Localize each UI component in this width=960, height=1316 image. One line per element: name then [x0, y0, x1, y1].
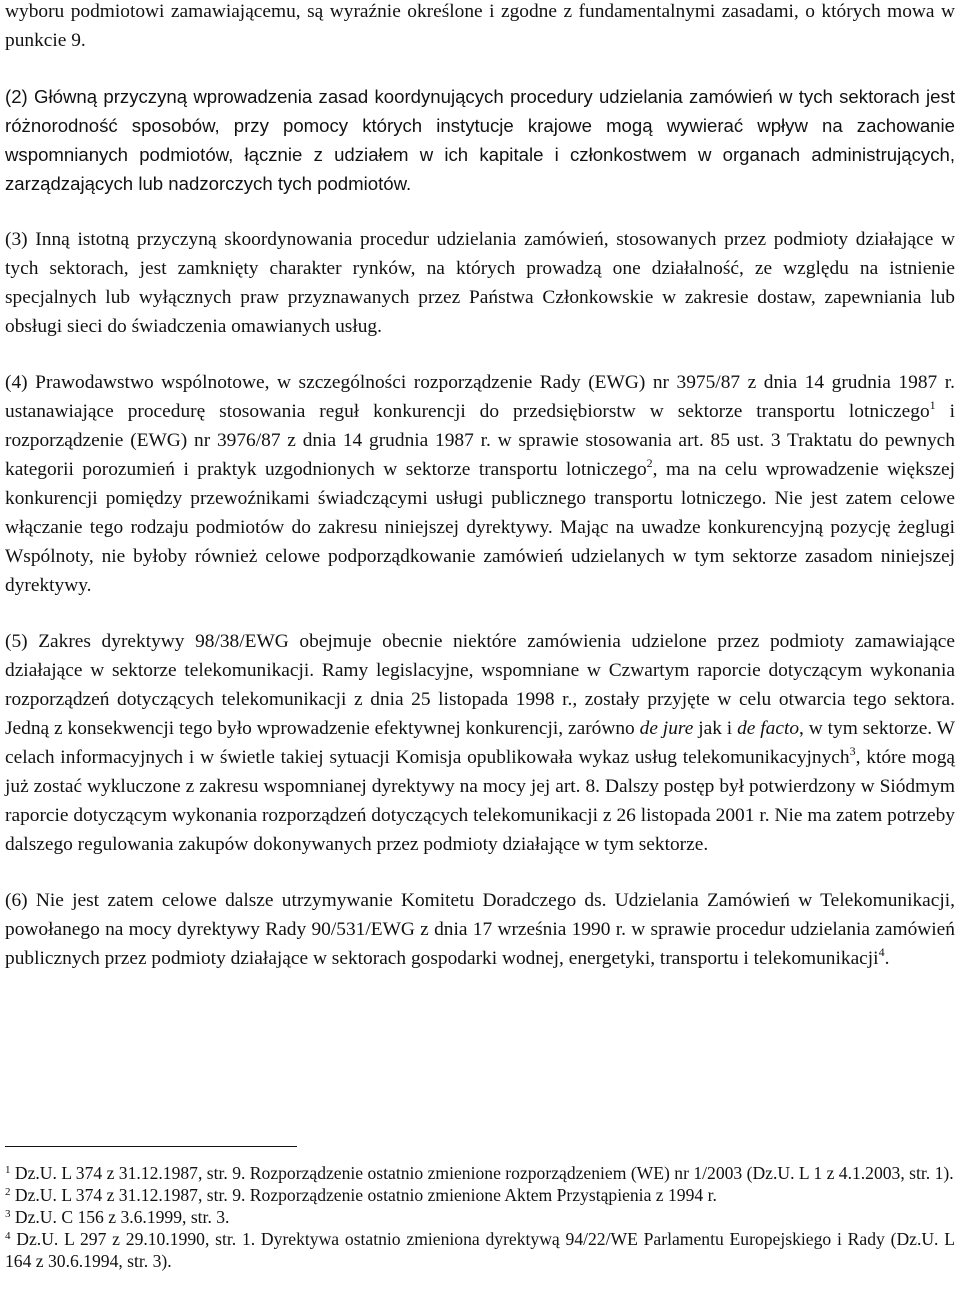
intro-paragraph [5, 0, 955, 55]
paragraph-6-text-a: (6) Nie jest zatem celowe dalsze utrzymywanie Komitetu Doradczego ds. Udzielania Zamówień w Telekomunikacji, powołanego na mocy dyrektywy Rady 90/531/EWG z dnia 17 września 1990 r. w sprawie procedur udzielania zamówień publicznych przez podmioty działające w sektorach gospodarki wodnej, energetyki, transportu i telekomunikacji [5, 890, 955, 969]
footnote-2 [5, 1184, 955, 1206]
paragraph-3: (3) Inną istotną przyczyną skoordynowania procedur udzielania zamówień, stosowanych przez podmioty działające w tych sektorach, jest zamknięty charakter rynków, na których prowadzą one działalność, ze względu na istnienie specjalnych lub wyłącznych praw przyznawanych przez Państwa Członkowskie w zakresie dostaw, zapewniania lub obsługi sieci do świadczenia omawianych usług. [5, 229, 955, 337]
paragraph-4-text-b: i rozporządzenie (EWG) nr 3976/87 z dnia 14 grudnia 1987 r. w sprawie stosowania art. 85 ust. 3 Traktatu do pewnych kategorii porozumień i praktyk uzgodnionych w sektorze transportu lotniczego [5, 401, 955, 480]
italic-de-jure: de jure [639, 718, 694, 739]
intro-line-1: wyboru podmiotowi zamawiającemu, są wyraźnie określone i zgodne z fundamentalnymi [5, 1, 716, 22]
paragraph-4-text-a: (4) Prawodawstwo wspólnotowe, w szczególności rozporządzenie Rady (EWG) nr 3975/87 z dnia 14 grudnia 1987 r. ustanawiające procedurę stosowania reguł konkurencji do przedsiębiorstw w sektorze transportu lotniczego [5, 372, 955, 422]
paragraph-6 [5, 886, 955, 973]
footnote-1 [5, 1162, 955, 1184]
footnote-text: Dz.U. L 374 z 31.12.1987, str. 9. Rozporządzenie ostatnio zmienione Aktem Przystąpienia z 1994 r. [10, 1185, 717, 1205]
footnote-3 [5, 1206, 955, 1228]
footnote-4 [5, 1228, 955, 1272]
paragraph-4 [5, 368, 955, 600]
footnote-ref-2: 2 [646, 456, 653, 470]
paragraph-4-text-c: , ma na celu wprowadzenie większej konkurencji pomiędzy przewoźnikami świadczącymi usługi publicznego transportu lotniczego. Nie jest zatem celowe włączanie tego rodzaju podmiotów do zakresu niniejszej dyrektywy. Mając na uwadze konkurencyjną pozycję żeglugi Wspólnoty, nie byłoby również celowe podporządkowanie zamówień udzielanych w tym sektorze zasadom niniejszej dyrektywy. [5, 459, 955, 596]
footnote-separator [5, 1146, 297, 1147]
footnote-text: Dz.U. L 297 z 29.10.1990, str. 1. Dyrektywa ostatnio zmieniona dyrektywą 94/22/WE Parlamentu Europejskiego i Rady (Dz.U. L 164 z 30.6.1994, str. 3). [5, 1229, 955, 1271]
footnote-ref-1: 1 [929, 398, 936, 412]
paragraph-2: (2) Główną przyczyną wprowadzenia zasad koordynujących procedury udzielania zamówień w tych sektorach jest różnorodność sposobów, przy pomocy których instytucje krajowe mogą wywierać wpływ na zachowanie wspomnianych podmiotów, łącznie z udziałem w ich kapitale i członkostwem w organach administrujących, zarządzających lub nadzorczych tych podmiotów. [5, 86, 955, 194]
paragraph-5-text-d: , które mogą już zostać wykluczone z zakresu wspomnianej dyrektywy na mocy jej art. 8. Dalszy postęp był potwierdzony w Siódmym raporcie dotyczącym wykonania rozporządzeń dotyczących telekomunikacji z 26 listopada 2001 r. Nie ma zatem potrzeby dalszego regulowania zakupów dokonywanych przez podmioty działające w tym sektorze. [5, 747, 956, 855]
footnote-number: 2 [5, 1186, 11, 1198]
footnote-number: 4 [5, 1230, 11, 1242]
paragraph-5-text-b: jak i [693, 718, 738, 739]
footnote-ref-4: 4 [878, 945, 885, 959]
paragraph-5-text-a: (5) Zakres dyrektywy 98/38/EWG obejmuje obecnie niektóre zamówienia udzielone przez podmioty zamawiające działające w sektorze telekomunikacji. Ramy legislacyjne, wspomniane w Czwartym raporcie dotyczącym wykonania rozporządzeń dotyczących telekomunikacji z dnia 25 listopada 1998 r., zostały przyjęte w celu otwarcia tego sektora. Jedną z konsekwencji tego było wprowadzenie efektywnej konkurencji, zarówno [5, 631, 955, 739]
footnote-number: 3 [5, 1208, 11, 1220]
italic-de-facto: de facto [737, 718, 800, 739]
paragraph-5-text-c: , w tym sektorze. W celach informacyjnych i w świetle takiej sytuacji Komisja opublikowała wykaz usług telekomunikacyjnych [5, 718, 955, 768]
intro-line-2: zasadami, o których mowa w punkcie 9. [5, 1, 955, 51]
footnote-text: Dz.U. C 156 z 3.6.1999, str. 3. [10, 1207, 230, 1227]
footnote-ref-3: 3 [849, 744, 856, 758]
paragraph-5 [5, 627, 955, 859]
footnote-text: Dz.U. L 374 z 31.12.1987, str. 9. Rozporządzenie ostatnio zmienione rozporządzeniem (WE) nr 1/2003 (Dz.U. L 1 z 4.1.2003, str. 1). [10, 1163, 954, 1183]
document-body [5, 0, 955, 1000]
footnote-number: 1 [5, 1164, 11, 1176]
footnotes [5, 1162, 955, 1272]
paragraph-6-text-b: . [884, 948, 890, 969]
